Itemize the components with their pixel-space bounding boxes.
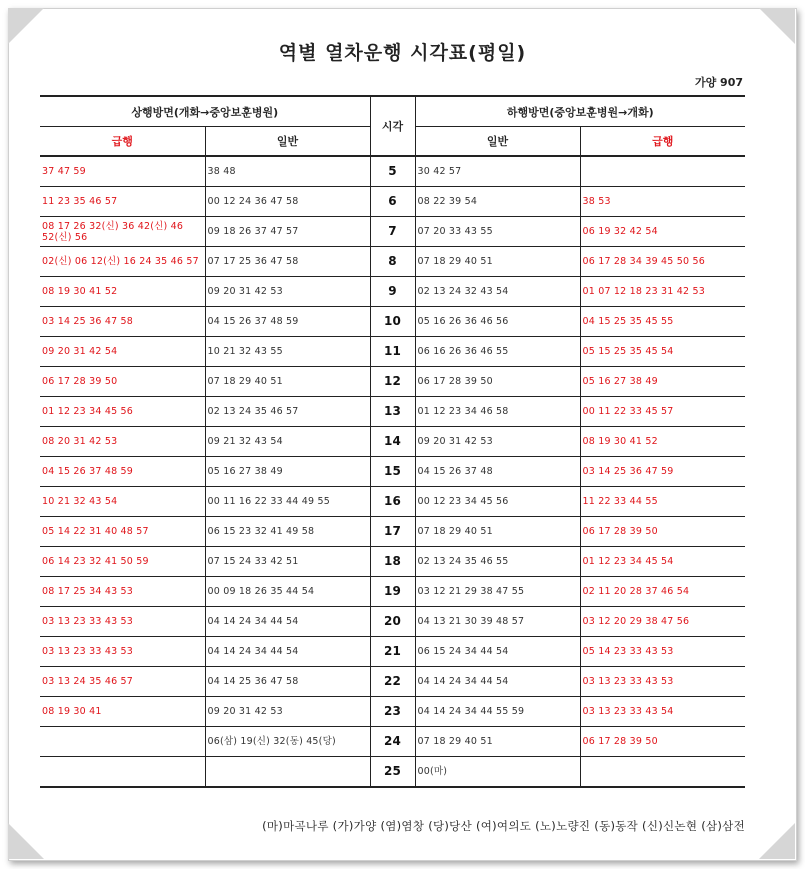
down-express-times: 06 17 28 39 50 [580,517,745,547]
down-express-times [580,757,745,788]
up-local-times: 09 20 31 42 53 [205,697,370,727]
table-row [40,156,745,187]
table-row [40,607,745,637]
down-express-times: 08 19 30 41 52 [580,427,745,457]
down-express-times: 03 12 20 29 38 47 56 [580,607,745,637]
up-local-times: 38 48 [205,156,370,187]
hour-cell: 10 [370,307,415,337]
timetable [40,95,745,788]
up-express-times: 03 13 23 33 43 53 [40,637,205,667]
up-local-times: 02 13 24 35 46 57 [205,397,370,427]
hour-cell: 13 [370,397,415,427]
hour-cell: 11 [370,337,415,367]
up-local-times: 07 15 24 33 42 51 [205,547,370,577]
down-local-times: 06 16 26 36 46 55 [415,337,580,367]
up-express-header: 급행 [40,127,205,157]
up-express-times: 01 12 23 34 45 56 [40,397,205,427]
table-row [40,727,745,757]
page-title: 역별 열차운행 시각표(평일) [278,42,527,64]
station-tag: 가양 907 [694,76,743,89]
table-row [40,457,745,487]
up-local-times: 00 11 16 22 33 44 49 55 [205,487,370,517]
table-row [40,487,745,517]
corner-decoration-bottom-left [8,823,44,859]
up-express-times: 02(신) 06 12(신) 16 24 35 46 57 [40,247,205,277]
up-local-times: 09 18 26 37 47 57 [205,217,370,247]
up-express-times [40,757,205,788]
up-express-times: 05 14 22 31 40 48 57 [40,517,205,547]
down-local-times: 04 13 21 30 39 48 57 [415,607,580,637]
table-row [40,667,745,697]
up-direction-header: 상행방면(개화→중앙보훈병원) [40,96,370,127]
down-local-times: 03 12 21 29 38 47 55 [415,577,580,607]
table-row [40,757,745,788]
hour-cell: 24 [370,727,415,757]
table-row [40,427,745,457]
up-express-times: 08 19 30 41 [40,697,205,727]
down-local-times: 00(마) [415,757,580,788]
table-row [40,547,745,577]
down-local-times: 07 18 29 40 51 [415,517,580,547]
up-express-times: 10 21 32 43 54 [40,487,205,517]
down-local-times: 01 12 23 34 46 58 [415,397,580,427]
up-express-times: 08 20 31 42 53 [40,427,205,457]
down-local-times: 09 20 31 42 53 [415,427,580,457]
hour-cell: 25 [370,757,415,788]
up-local-times: 04 14 24 34 44 54 [205,637,370,667]
down-local-times: 07 18 29 40 51 [415,247,580,277]
down-local-header: 일반 [415,127,580,157]
down-local-times: 05 16 26 36 46 56 [415,307,580,337]
up-express-times: 06 14 23 32 41 50 59 [40,547,205,577]
up-express-times: 03 14 25 36 47 58 [40,307,205,337]
hour-cell: 8 [370,247,415,277]
table-row [40,217,745,247]
up-express-times: 08 17 25 34 43 53 [40,577,205,607]
down-express-times: 01 07 12 18 23 31 42 53 [580,277,745,307]
down-express-header: 급행 [580,127,745,157]
down-express-times: 06 17 28 34 39 45 50 56 [580,247,745,277]
down-express-times: 05 14 23 33 43 53 [580,637,745,667]
hour-cell: 7 [370,217,415,247]
up-local-times: 04 14 25 36 47 58 [205,667,370,697]
up-express-times: 11 23 35 46 57 [40,187,205,217]
hour-cell: 23 [370,697,415,727]
up-express-times: 03 13 23 33 43 53 [40,607,205,637]
down-local-times: 04 14 24 34 44 54 [415,667,580,697]
up-express-times: 04 15 26 37 48 59 [40,457,205,487]
down-local-times: 06 17 28 39 50 [415,367,580,397]
down-express-times: 06 17 28 39 50 [580,727,745,757]
table-row [40,697,745,727]
up-local-times: 04 14 24 34 44 54 [205,607,370,637]
down-express-times: 03 13 23 33 43 54 [580,697,745,727]
up-express-times: 09 20 31 42 54 [40,337,205,367]
corner-decoration-bottom-right [759,823,795,859]
down-local-times: 07 18 29 40 51 [415,727,580,757]
down-express-times: 11 22 33 44 55 [580,487,745,517]
down-local-times: 06 15 24 34 44 54 [415,637,580,667]
hour-cell: 5 [370,156,415,187]
up-local-header: 일반 [205,127,370,157]
up-local-times: 00 09 18 26 35 44 54 [205,577,370,607]
down-local-times: 02 13 24 35 46 55 [415,547,580,577]
up-local-times: 09 21 32 43 54 [205,427,370,457]
up-local-times: 00 12 24 36 47 58 [205,187,370,217]
down-local-times: 08 22 39 54 [415,187,580,217]
timetable-body [40,156,745,787]
up-express-times: 03 13 24 35 46 57 [40,667,205,697]
table-row [40,247,745,277]
table-row [40,517,745,547]
table-row [40,637,745,667]
up-local-times: 05 16 27 38 49 [205,457,370,487]
table-row [40,397,745,427]
up-local-times [205,757,370,788]
down-local-times: 30 42 57 [415,156,580,187]
hour-cell: 20 [370,607,415,637]
down-express-times: 05 15 25 35 45 54 [580,337,745,367]
hour-cell: 22 [370,667,415,697]
table-row [40,187,745,217]
down-direction-header: 하행방면(중앙보훈병원→개화) [415,96,745,127]
hour-cell: 12 [370,367,415,397]
up-local-times: 06 15 23 32 41 49 58 [205,517,370,547]
down-express-times [580,156,745,187]
up-express-times: 08 19 30 41 52 [40,277,205,307]
up-local-times: 07 18 29 40 51 [205,367,370,397]
hour-cell: 14 [370,427,415,457]
down-local-times: 00 12 23 34 45 56 [415,487,580,517]
down-local-times: 02 13 24 32 43 54 [415,277,580,307]
hour-cell: 16 [370,487,415,517]
down-express-times: 03 13 23 33 43 53 [580,667,745,697]
down-express-times: 00 11 22 33 45 57 [580,397,745,427]
hour-cell: 6 [370,187,415,217]
up-express-times: 06 17 28 39 50 [40,367,205,397]
hour-cell: 15 [370,457,415,487]
hour-cell: 17 [370,517,415,547]
up-local-times: 10 21 32 43 55 [205,337,370,367]
table-row [40,367,745,397]
table-row [40,307,745,337]
down-express-times: 02 11 20 28 37 46 54 [580,577,745,607]
down-local-times: 04 14 24 34 44 55 59 [415,697,580,727]
down-express-times: 06 19 32 42 54 [580,217,745,247]
up-express-times: 37 47 59 [40,156,205,187]
up-local-times: 09 20 31 42 53 [205,277,370,307]
hour-cell: 9 [370,277,415,307]
up-express-times: 08 17 26 32(신) 36 42(신) 46 52(신) 56 [40,217,205,247]
down-express-times: 38 53 [580,187,745,217]
up-express-times [40,727,205,757]
down-local-times: 04 15 26 37 48 [415,457,580,487]
down-express-times: 05 16 27 38 49 [580,367,745,397]
station-legend: (마)마곡나루 (가)가양 (염)염창 (당)당산 (여)여의도 (노)노량진 (동)동작 (신)신논현 (삼)삼전 [262,819,745,833]
down-local-times: 07 20 33 43 55 [415,217,580,247]
hour-cell: 19 [370,577,415,607]
down-express-times: 04 15 25 35 45 55 [580,307,745,337]
hour-cell: 21 [370,637,415,667]
up-local-times: 07 17 25 36 47 58 [205,247,370,277]
up-local-times: 06(삼) 19(신) 32(동) 45(당) [205,727,370,757]
table-row [40,337,745,367]
down-express-times: 03 14 25 36 47 59 [580,457,745,487]
hour-cell: 18 [370,547,415,577]
up-local-times: 04 15 26 37 48 59 [205,307,370,337]
table-row [40,577,745,607]
hour-header: 시각 [370,96,415,156]
table-row [40,277,745,307]
down-express-times: 01 12 23 34 45 54 [580,547,745,577]
